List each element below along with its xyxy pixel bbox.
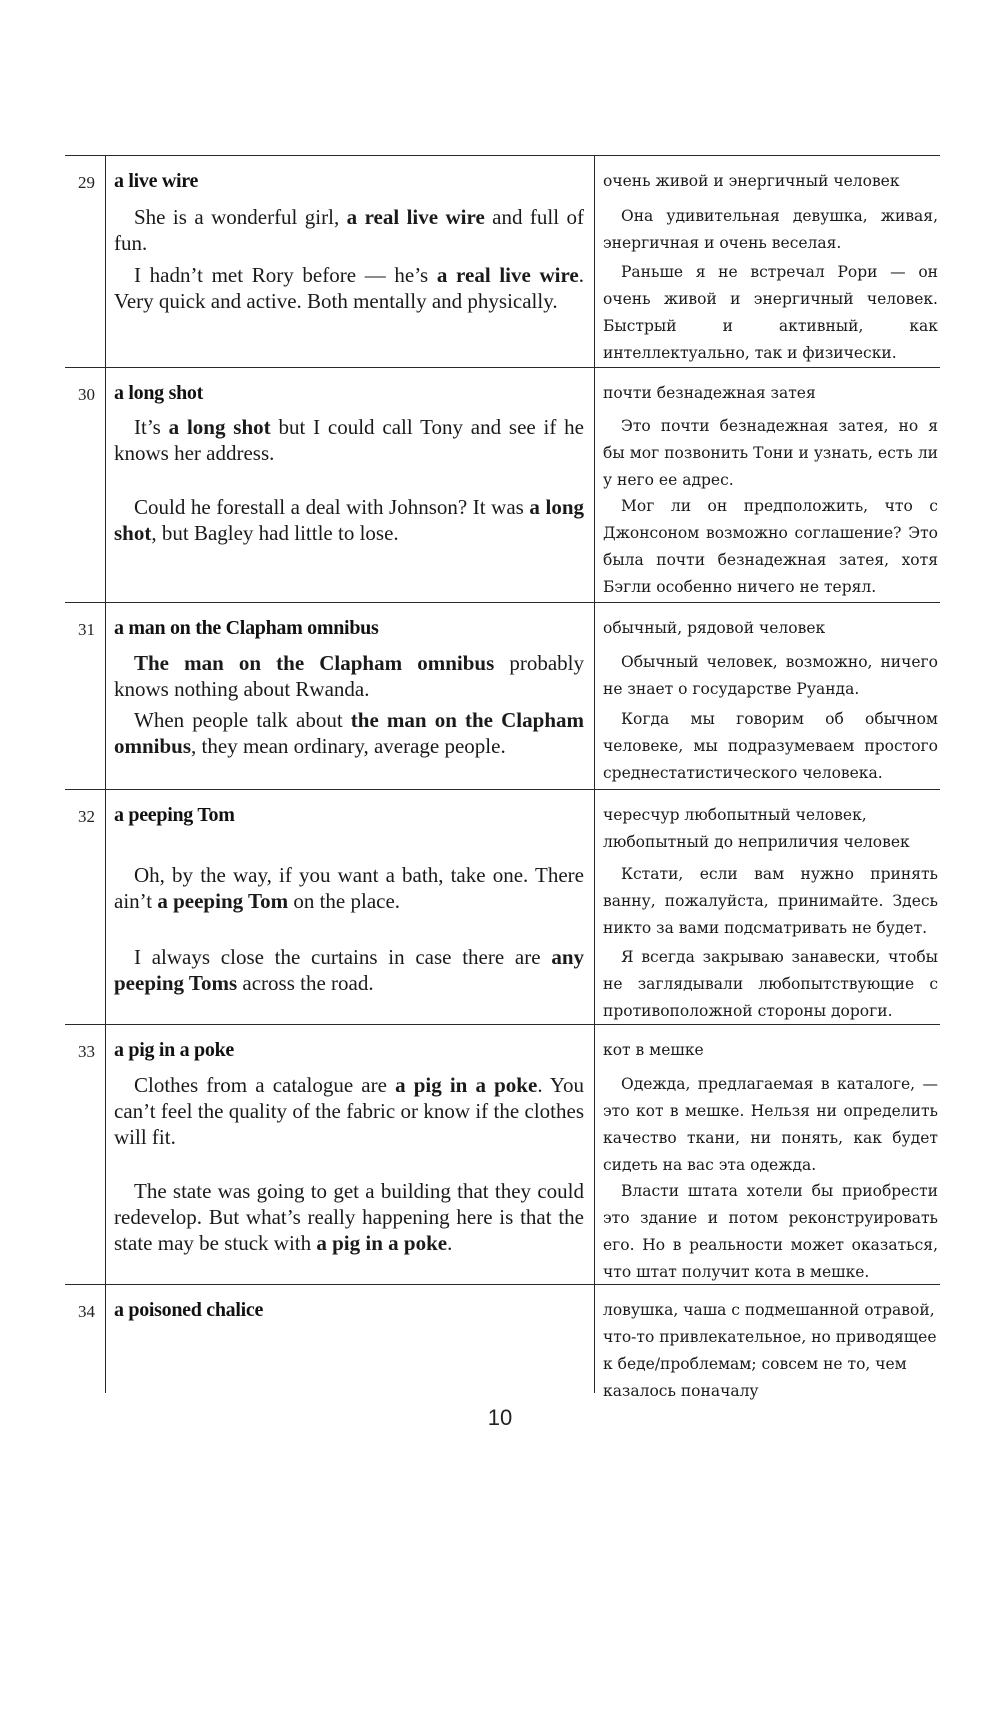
definition: ловушка, чаша с подмешанной отравой, что-то привлекательное, но приводящее к беде/проблемам; совсем не то, чем казалось поначалу <box>603 1301 937 1400</box>
example: When people talk about the man on the Clapham omnibus, they mean ordinary, average people. <box>114 708 584 758</box>
russian-column <box>595 1285 940 1400</box>
headword: a man on the Clapham omnibus <box>114 617 379 639</box>
entry-number: 32 <box>65 790 106 1025</box>
headword: a long shot <box>114 382 203 404</box>
definition: обычный, рядовой человек <box>603 619 826 637</box>
translation: Раньше я не встречал Рори — он очень живой и энергичный человек. Быстрый и активный, как интеллектуально, так и физически. <box>603 263 938 362</box>
english-column <box>106 368 595 603</box>
example: Oh, by the way, if you want a bath, take one. There ain’t a peeping Tom on the place. <box>114 863 584 913</box>
russian-column <box>595 368 940 603</box>
translation: Кстати, если вам нужно принять ванну, пожалуйста, принимайте. Здесь никто за вами подсматривать не будет. <box>603 865 938 937</box>
entry-number: 29 <box>65 156 106 368</box>
entry-30 <box>65 367 940 603</box>
example: I always close the curtains in case there are any peeping Toms across the road. <box>114 945 584 995</box>
entry-33 <box>65 1024 940 1285</box>
example: I hadn’t met Rory before — he’s a real live wire. Very quick and active. Both mentally and physically. <box>114 263 584 313</box>
translation: Когда мы говорим об обычном человеке, мы подразумеваем простого среднестатистического человека. <box>603 710 938 782</box>
russian-column <box>595 156 940 368</box>
entry-number: 30 <box>65 368 106 603</box>
headword: a peeping Tom <box>114 804 235 826</box>
russian-column <box>595 1025 940 1285</box>
definition: очень живой и энергичный человек <box>603 172 900 190</box>
translation: Это почти безнадежная затея, но я бы мог позвонить Тони и узнать, есть ли у него ее адрес. <box>603 417 938 489</box>
example: Clothes from a catalogue are a pig in a poke. You can’t feel the quality of the fabric or know if the clothes will fit. <box>114 1073 584 1149</box>
definition: кот в мешке <box>603 1041 704 1059</box>
russian-column <box>595 603 940 790</box>
entry-31 <box>65 602 940 790</box>
translation: Власти штата хотели бы приобрести это здание и потом реконструировать его. Но в реальности может оказаться, что штат получит кота в мешке. <box>603 1182 938 1281</box>
english-column <box>106 790 595 1025</box>
example: The state was going to get a building that they could redevelop. But what’s really happening here is that the state may be stuck with a pig in a poke. <box>114 1179 584 1255</box>
example: She is a wonderful girl, a real live wire and full of fun. <box>114 205 584 255</box>
definition: чересчур любопытный человек, любопытный до неприличия человек <box>603 806 910 851</box>
entry-number: 31 <box>65 603 106 790</box>
translation: Одежда, предлагаемая в каталоге, — это кот в мешке. Нельзя ни определить качество ткани, ни понять, как будет сидеть на вас эта одежда. <box>603 1075 938 1174</box>
page-number: 10 <box>487 1405 513 1430</box>
definition: почти безнадежная затея <box>603 384 816 402</box>
headword: a pig in a poke <box>114 1039 234 1061</box>
entry-34 <box>65 1284 940 1400</box>
russian-column <box>595 790 940 1025</box>
translation: Мог ли он предположить, что с Джонсоном возможно соглашение? Это была почти безнадежная затея, хотя Бэгли особенно ничего не терял. <box>603 497 938 596</box>
example: Could he forestall a deal with Johnson? It was a long shot, but Bagley had little to lose. <box>114 495 585 545</box>
english-column <box>106 1285 595 1393</box>
english-column <box>106 1025 595 1285</box>
headword: a poisoned chalice <box>114 1299 264 1321</box>
entry-29 <box>65 155 940 368</box>
entry-32 <box>65 789 940 1025</box>
example: The man on the Clapham omnibus probably knows nothing about Rwanda. <box>114 651 584 701</box>
english-column <box>106 603 595 790</box>
headword: a live wire <box>114 170 199 192</box>
entry-number: 33 <box>65 1025 106 1285</box>
translation: Обычный человек, возможно, ничего не знает о государстве Руанда. <box>603 653 938 698</box>
english-column <box>106 156 595 368</box>
entry-number: 34 <box>65 1285 106 1393</box>
translation: Я всегда закрываю занавески, чтобы не заглядывали любопытствующие с противоположной стороны дороги. <box>603 948 938 1020</box>
translation: Она удивительная девушка, живая, энергичная и очень веселая. <box>603 207 938 252</box>
example: It’s a long shot but I could call Tony and see if he knows her address. <box>114 415 585 465</box>
